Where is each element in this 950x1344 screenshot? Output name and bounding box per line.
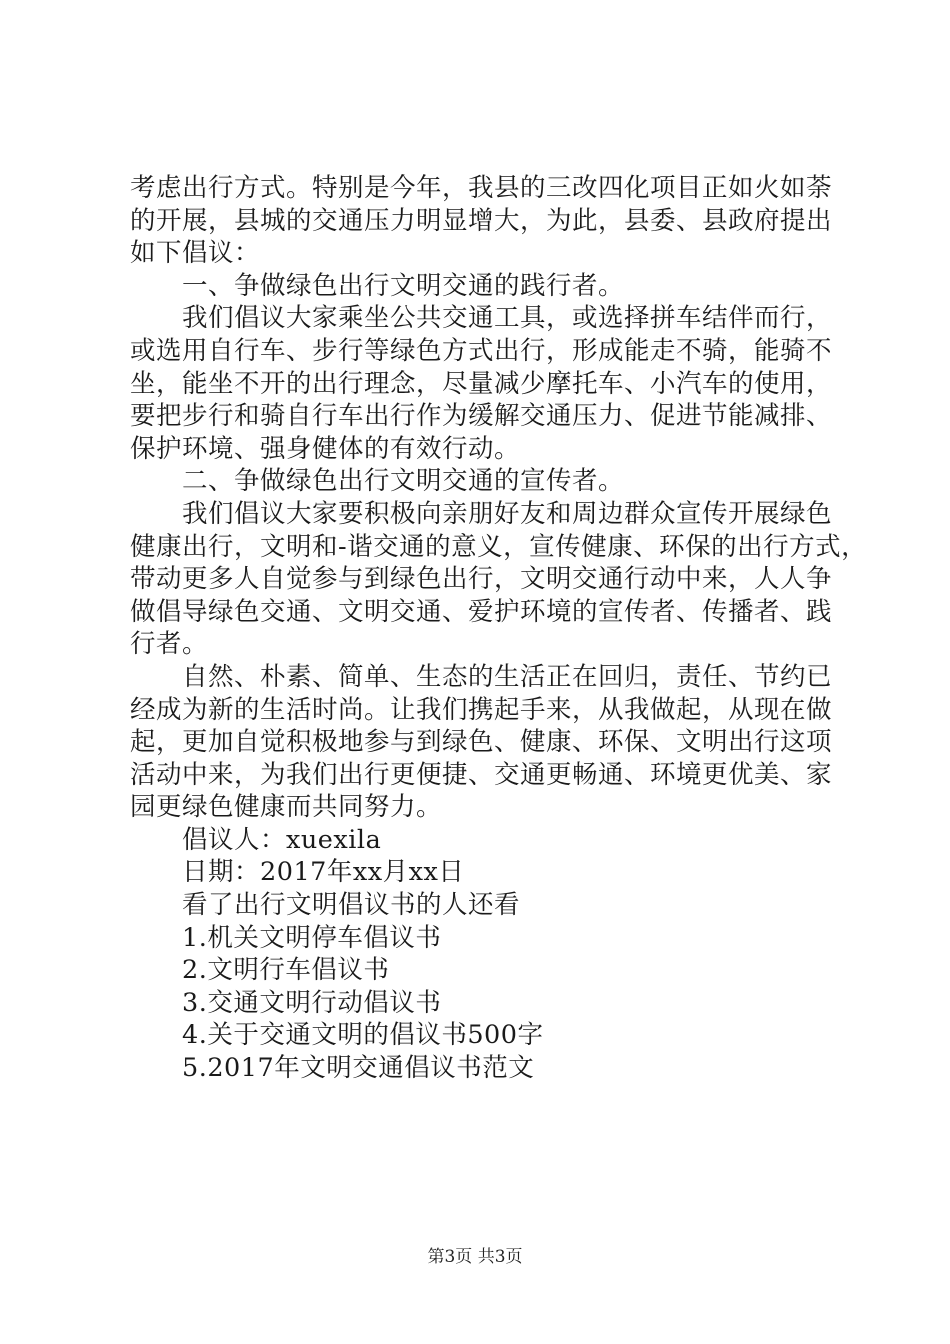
text-line: 园更绿色健康而共同努力。 [130,792,443,823]
text-line: 健康出行，文明和-谐交通的意义，宣传健康、环保的出行方式， [130,531,868,562]
document-body [130,172,868,1085]
text-line: 日期：2017年xx月xx日 [182,857,465,888]
text-line: 我们倡议大家乘坐公共交通工具，或选择拼车结伴而行， [182,303,833,334]
text-line: 保护环境、强身健体的有效行动。 [130,433,521,464]
signature [130,824,830,857]
text-line: 起，更加自觉积极地参与到绿色、健康、环保、文明出行这项 [130,727,833,758]
related-item-1 [130,922,830,955]
date [130,856,830,889]
related-heading [130,889,830,922]
text-line: 2.文明行车倡议书 [182,955,390,986]
text-line: 的开展，县城的交通压力明显增大，为此，县委、县政府提出 [130,205,833,236]
text-line: 或选用自行车、步行等绿色方式出行，形成能走不骑，能骑不 [130,335,833,366]
text-line: 4.关于交通文明的倡议书500字 [182,1020,544,1051]
related-item-3 [130,987,830,1020]
text-line: 二、争做绿色出行文明交通的宣传者。 [182,466,625,497]
text-line: 1.机关文明停车倡议书 [182,922,442,953]
text-line: 一、争做绿色出行文明交通的践行者。 [182,270,625,301]
text-line: 5.2017年文明交通倡议书范文 [182,1053,535,1084]
related-item-2 [130,954,830,987]
text-line: 活动中来，为我们出行更便捷、交通更畅通、环境更优美、家 [130,759,833,790]
text-line: 带动更多人自觉参与到绿色出行，文明交通行动中来，人人争 [130,564,833,595]
related-item-5 [130,1052,830,1085]
paragraph-practice [130,302,833,465]
text-line: 经成为新的生活时尚。让我们携起手来，从我做起，从现在做 [130,694,833,725]
text-line: 如下倡议： [130,238,261,269]
text-line: 考虑出行方式。特别是今年，我县的三改四化项目正如火如荼 [130,173,833,203]
heading-two [130,465,830,498]
paragraph-promote [130,498,868,661]
heading-one [130,270,830,303]
text-line: 做倡导绿色交通、文明交通、爱护环境的宣传者、传播者、践 [130,596,833,627]
paragraph-closing [130,661,833,824]
text-line: 行者。 [130,629,209,660]
text-line: 3.交通文明行动倡议书 [182,987,442,1018]
paragraph-intro [130,172,833,270]
text-line: 要把步行和骑自行车出行作为缓解交通压力、促进节能减排、 [130,401,833,432]
page-footer: 第3页 共3页 [427,1247,523,1267]
text-line: 看了出行文明倡议书的人还看 [182,890,521,921]
text-line: 倡议人：xuexila [182,824,382,855]
text-line: 自然、朴素、简单、生态的生活正在回归，责任、节约已 [182,661,833,692]
related-item-4 [130,1019,830,1052]
text-line: 我们倡议大家要积极向亲朋好友和周边群众宣传开展绿色 [182,498,833,529]
text-line: 坐，能坐不开的出行理念，尽量减少摩托车、小汽车的使用， [130,368,833,399]
